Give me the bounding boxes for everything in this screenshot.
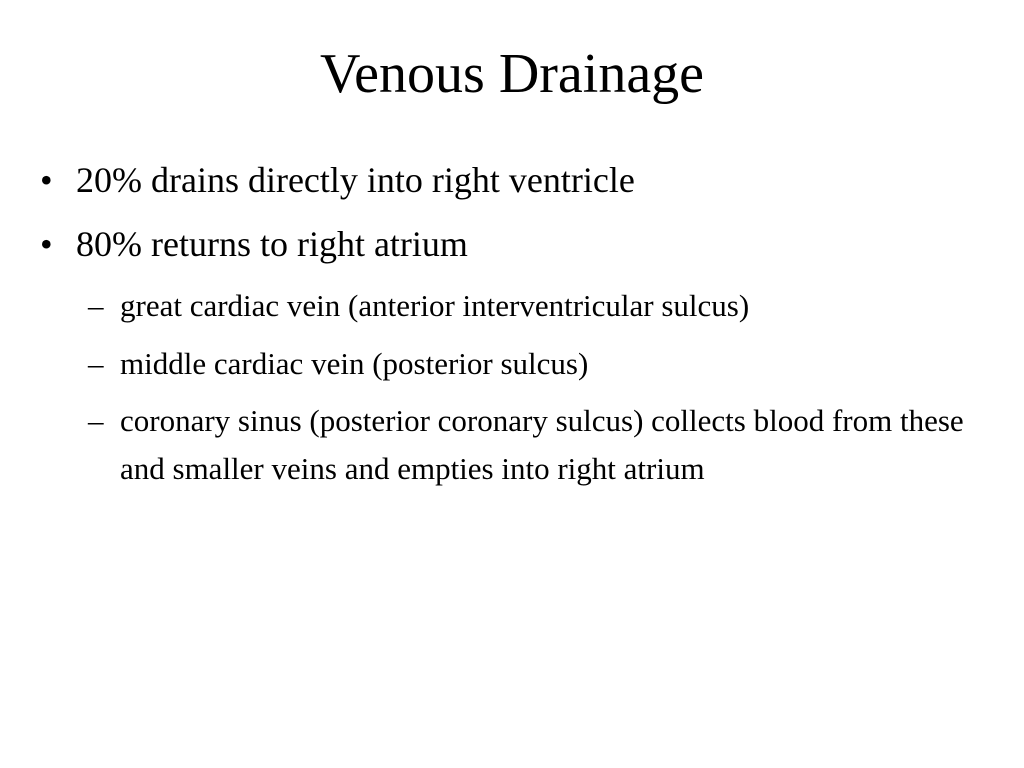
sub-bullet-marker: – <box>88 346 104 381</box>
bullet-marker: • <box>40 160 53 200</box>
sub-bullet-text: coronary sinus (posterior coronary sulcus) collects blood from these and smaller veins and empties into right atrium <box>120 403 964 486</box>
sub-bullet-marker: – <box>88 403 104 438</box>
bullet-text: 80% returns to right atrium <box>76 224 468 264</box>
sub-bullet-marker: – <box>88 288 104 323</box>
sub-bullet-item <box>88 340 968 388</box>
sub-bullet-text: great cardiac vein (anterior interventricular sulcus) <box>120 288 750 323</box>
slide-title: Venous Drainage <box>319 43 705 105</box>
sub-bullet-item <box>88 397 968 493</box>
sub-bullet-item <box>88 282 968 330</box>
bullet-marker: • <box>40 224 53 264</box>
bullet-text: 20% drains directly into right ventricle <box>76 160 635 200</box>
sub-bullet-text: middle cardiac vein (posterior sulcus) <box>120 346 589 381</box>
